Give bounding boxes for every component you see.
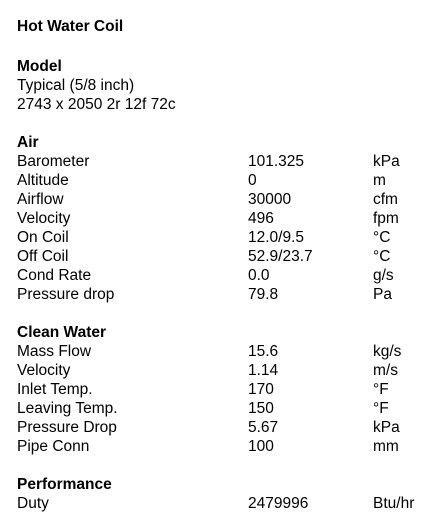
document-title: Hot Water Coil	[17, 18, 124, 35]
row-value: 2479996	[248, 495, 309, 512]
row-value: 12.0/9.5	[248, 229, 305, 246]
water-row-pressure-drop	[0, 418, 434, 437]
row-value: 0	[248, 172, 257, 189]
row-unit: m/s	[373, 362, 398, 379]
air-row-velocity	[0, 209, 434, 228]
row-label: On Coil	[17, 229, 69, 246]
row-value: 100	[248, 438, 274, 455]
row-unit: m	[373, 172, 386, 189]
row-unit: °C	[373, 229, 391, 246]
air-row-on-coil	[0, 228, 434, 247]
row-unit: cfm	[373, 191, 398, 208]
row-label: Pressure drop	[17, 286, 115, 303]
row-label: Cond Rate	[17, 267, 92, 284]
water-row-mass-flow	[0, 342, 434, 361]
row-unit: g/s	[373, 267, 394, 284]
row-value: 150	[248, 400, 274, 417]
row-label: Velocity	[17, 210, 71, 227]
model-heading: Model	[17, 58, 62, 75]
row-label: Barometer	[17, 153, 90, 170]
row-unit: °F	[373, 381, 389, 398]
air-heading: Air	[17, 134, 39, 151]
row-label: Duty	[17, 495, 49, 512]
row-label: Altitude	[17, 172, 69, 189]
row-label: Inlet Temp.	[17, 381, 93, 398]
row-unit: Btu/hr	[373, 495, 415, 512]
row-value: 52.9/23.7	[248, 248, 313, 265]
row-unit: °F	[373, 400, 389, 417]
row-value: 1.14	[248, 362, 279, 379]
row-value: 15.6	[248, 343, 279, 360]
water-heading: Clean Water	[17, 324, 107, 341]
air-row-off-coil	[0, 247, 434, 266]
row-label: Velocity	[17, 362, 71, 379]
air-row-cond-rate	[0, 266, 434, 285]
row-label: Airflow	[17, 191, 64, 208]
row-unit: °C	[373, 248, 391, 265]
row-label: Leaving Temp.	[17, 400, 118, 417]
air-row-altitude	[0, 171, 434, 190]
row-label: Off Coil	[17, 248, 69, 265]
water-row-pipe-conn	[0, 437, 434, 456]
row-value: 79.8	[248, 286, 279, 303]
air-row-barometer	[0, 152, 434, 171]
row-value: 0.0	[248, 267, 270, 284]
row-value: 496	[248, 210, 274, 227]
row-unit: fpm	[373, 210, 399, 227]
air-row-pressure-drop	[0, 285, 434, 304]
row-unit: kg/s	[373, 343, 402, 360]
row-unit: Pa	[373, 286, 392, 303]
row-unit: kPa	[373, 419, 400, 436]
air-row-airflow	[0, 190, 434, 209]
row-value: 170	[248, 381, 274, 398]
water-row-leaving-temp	[0, 399, 434, 418]
row-unit: kPa	[373, 153, 400, 170]
water-row-velocity	[0, 361, 434, 380]
row-label: Mass Flow	[17, 343, 92, 360]
row-value: 30000	[248, 191, 292, 208]
model-line: 2743 x 2050 2r 12f 72c	[17, 96, 176, 113]
row-label: Pipe Conn	[17, 438, 90, 455]
row-label: Pressure Drop	[17, 419, 117, 436]
row-value: 5.67	[248, 419, 279, 436]
row-value: 101.325	[248, 153, 305, 170]
water-row-inlet-temp	[0, 380, 434, 399]
row-unit: mm	[373, 438, 399, 455]
performance-heading: Performance	[17, 476, 112, 493]
model-line: Typical (5/8 inch)	[17, 77, 135, 94]
performance-row-duty	[0, 494, 434, 513]
